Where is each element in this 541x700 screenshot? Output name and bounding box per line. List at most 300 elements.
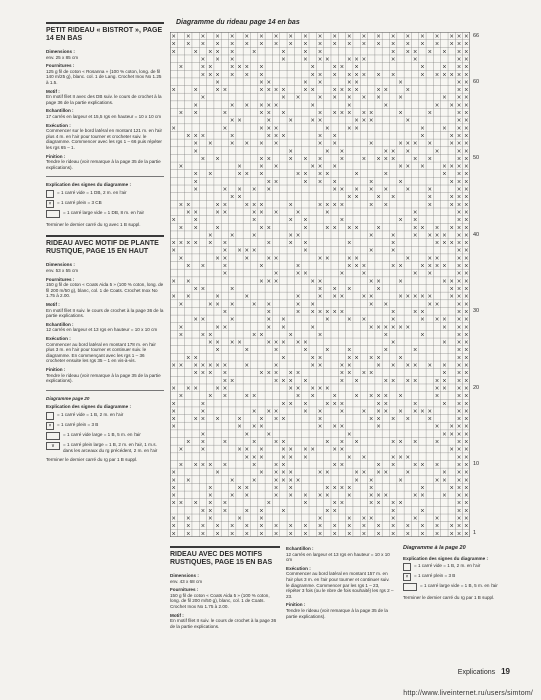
svg-text:×: × [464,530,469,537]
svg-text:×: × [186,385,191,393]
svg-text:×: × [252,408,257,416]
svg-text:×: × [252,201,257,209]
svg-text:×: × [215,301,220,309]
svg-text:×: × [376,155,381,163]
svg-text:×: × [354,224,359,232]
svg-text:×: × [464,186,469,194]
svg-text:×: × [171,240,176,248]
svg-text:×: × [347,194,352,202]
empty-square-icon [46,412,54,420]
svg-text:×: × [464,477,469,485]
svg-text:×: × [420,507,425,515]
svg-text:×: × [303,523,308,531]
svg-text:×: × [391,240,396,248]
legend-heading: Explication des signes du diagramme : [46,182,132,188]
svg-text:×: × [456,461,462,469]
svg-text:×: × [420,530,425,537]
svg-text:×: × [200,71,205,79]
svg-text:×: × [303,454,308,462]
svg-text:×: × [464,507,469,515]
svg-text:×: × [369,201,374,209]
svg-text:×: × [230,492,235,500]
svg-text:×: × [369,178,374,186]
svg-text:×: × [259,33,264,41]
svg-text:×: × [281,400,286,408]
svg-text:×: × [391,530,396,537]
svg-text:×: × [215,416,220,424]
svg-text:×: × [274,163,279,171]
svg-text:×: × [215,71,220,79]
svg-text:×: × [296,209,301,217]
svg-text:×: × [266,339,271,347]
svg-text:×: × [200,263,205,271]
svg-text:×: × [237,484,242,492]
svg-text:×: × [391,33,396,41]
svg-text:×: × [296,308,301,316]
svg-text:×: × [383,408,388,416]
svg-text:×: × [303,500,308,508]
svg-text:×: × [193,370,198,378]
svg-text:×: × [259,423,264,431]
svg-text:×: × [193,286,198,294]
svg-text:×: × [274,87,279,95]
svg-text:×: × [442,377,447,385]
legend-heading: Explication des signes du diagramme : [46,404,132,410]
svg-text:×: × [405,530,410,537]
svg-text:×: × [413,217,418,225]
svg-text:×: × [222,461,227,469]
svg-text:×: × [244,492,249,500]
svg-text:×: × [281,48,286,56]
svg-text:×: × [317,293,323,301]
svg-text:×: × [442,400,447,408]
svg-text:×: × [456,339,462,347]
svg-text:×: × [317,110,323,118]
svg-text:×: × [186,354,191,362]
svg-text:×: × [208,331,213,339]
svg-text:×: × [244,255,249,263]
svg-text:×: × [171,247,176,255]
svg-text:×: × [178,64,184,72]
svg-text:×: × [252,439,257,447]
svg-text:×: × [186,523,191,531]
svg-text:×: × [186,477,191,485]
legend-item: = 1 carré large vide = 1 DB, 8 m. en l'air [46,210,164,218]
svg-text:×: × [230,33,235,41]
svg-text:×: × [449,102,454,110]
svg-text:×: × [186,132,191,140]
svg-text:×: × [361,316,366,324]
svg-text:×: × [391,507,396,515]
svg-text:×: × [317,423,323,431]
svg-text:×: × [200,400,205,408]
svg-text:×: × [464,240,469,248]
svg-text:×: × [252,461,257,469]
svg-text:×: × [171,362,176,370]
svg-text:×: × [244,393,249,401]
svg-text:×: × [442,469,447,477]
svg-text:×: × [178,255,184,263]
svg-text:×: × [332,132,337,140]
svg-text:×: × [361,293,366,301]
svg-text:×: × [339,400,344,408]
svg-text:×: × [354,71,359,79]
svg-text:×: × [369,393,374,401]
svg-text:×: × [442,71,447,79]
section-title-plante: RIDEAU AVEC MOTIF DE PLANTE RUSTIQUE, PAGE 15 EN HAUT [46,235,164,256]
svg-text:×: × [288,385,293,393]
svg-text:×: × [347,454,352,462]
svg-text:×: × [435,377,440,385]
svg-text:×: × [178,393,184,401]
svg-text:×: × [266,316,271,324]
svg-text:×: × [332,523,337,531]
svg-text:×: × [361,41,366,49]
svg-text:×: × [398,110,403,118]
svg-text:×: × [259,507,264,515]
row-number-label: 1 [473,530,477,537]
svg-text:×: × [281,469,286,477]
svg-text:×: × [391,263,396,271]
svg-text:×: × [303,446,308,454]
svg-text:×: × [464,446,469,454]
svg-text:×: × [325,308,330,316]
svg-text:×: × [230,132,235,140]
svg-text:×: × [303,171,308,179]
svg-text:×: × [391,148,396,156]
svg-text:×: × [376,354,381,362]
svg-text:×: × [178,240,184,248]
svg-text:×: × [383,148,388,156]
svg-text:×: × [354,171,359,179]
svg-text:×: × [281,324,286,332]
svg-text:×: × [193,186,198,194]
svg-text:×: × [456,217,462,225]
svg-text:×: × [186,263,191,271]
svg-text:×: × [391,56,396,64]
svg-text:×: × [288,217,293,225]
svg-text:×: × [464,140,469,148]
svg-text:×: × [222,439,227,447]
svg-text:×: × [347,255,352,263]
svg-text:×: × [369,500,374,508]
svg-text:×: × [464,48,469,56]
svg-text:×: × [252,393,257,401]
svg-text:×: × [456,232,462,240]
svg-text:×: × [398,393,403,401]
svg-text:×: × [464,87,469,95]
row-number-label: 66 [473,33,480,39]
svg-text:×: × [252,247,257,255]
svg-text:×: × [288,33,293,41]
svg-text:×: × [464,492,469,500]
note-text: Terminer le dernier carré du rg avec 1 B suppl. [46,221,141,227]
svg-text:×: × [325,400,330,408]
svg-text:×: × [420,293,425,301]
svg-text:×: × [281,339,286,347]
svg-text:×: × [456,385,462,393]
svg-text:×: × [464,301,469,309]
svg-text:×: × [435,515,440,523]
svg-text:×: × [464,255,469,263]
svg-text:×: × [339,293,344,301]
svg-text:×: × [456,87,462,95]
svg-text:×: × [420,484,425,492]
svg-text:×: × [215,255,220,263]
svg-text:×: × [208,232,213,240]
svg-text:×: × [464,523,469,531]
svg-text:×: × [244,33,249,41]
bottom-middle-section [170,546,280,629]
svg-text:×: × [383,469,388,477]
svg-text:×: × [464,117,469,125]
svg-text:×: × [303,408,308,416]
svg-text:×: × [376,492,381,500]
svg-text:×: × [186,41,191,49]
svg-text:×: × [369,477,374,485]
svg-text:×: × [413,377,418,385]
svg-text:×: × [442,240,447,248]
svg-text:×: × [171,484,176,492]
svg-text:×: × [288,454,293,462]
svg-text:×: × [383,186,388,194]
filled-square-icon: × [46,200,54,208]
svg-text:×: × [215,155,220,163]
svg-text:×: × [244,102,249,110]
svg-text:×: × [332,446,337,454]
svg-text:×: × [303,217,308,225]
svg-text:×: × [303,377,308,385]
svg-text:×: × [442,125,447,133]
svg-text:×: × [383,400,388,408]
finishing-text: Tendre le rideau (voir remarque à la page 35 de la partie explications). [46,372,161,384]
svg-text:×: × [186,240,191,248]
svg-text:×: × [178,163,184,171]
svg-text:×: × [317,469,323,477]
pattern-heading: Motif : [46,302,60,308]
svg-text:×: × [383,331,388,339]
svg-text:×: × [281,507,286,515]
svg-text:×: × [456,71,462,79]
svg-text:×: × [464,224,469,232]
svg-text:×: × [215,347,220,355]
svg-text:×: × [244,41,249,49]
legend-item: × = 1 carré plein = 3 B [46,422,164,430]
svg-text:×: × [317,79,323,87]
svg-text:×: × [193,140,198,148]
materials-heading: Fournitures : [46,63,75,69]
svg-text:×: × [464,461,469,469]
svg-text:×: × [405,140,410,148]
svg-text:×: × [208,48,213,56]
svg-text:×: × [274,278,279,286]
svg-text:×: × [317,362,323,370]
pattern-heading: Motif : [170,612,184,618]
svg-text:×: × [456,507,462,515]
svg-text:×: × [413,362,418,370]
svg-text:×: × [310,278,315,286]
svg-text:×: × [347,431,352,439]
svg-text:×: × [427,186,432,194]
svg-text:×: × [376,41,381,49]
svg-text:×: × [178,461,184,469]
pattern-text: En motif filet II suiv. le cours de crochet à la page 36 de la partie explications. [170,618,277,629]
svg-text:×: × [456,194,462,202]
svg-text:×: × [259,201,264,209]
svg-text:×: × [339,217,344,225]
svg-text:×: × [435,240,440,248]
svg-text:×: × [420,125,425,133]
svg-text:×: × [391,416,396,424]
empty-square-icon [46,190,54,198]
svg-text:×: × [347,102,352,110]
svg-text:×: × [230,64,235,72]
svg-text:×: × [361,454,366,462]
svg-text:×: × [456,247,462,255]
svg-text:×: × [456,515,462,523]
svg-text:×: × [303,240,308,248]
svg-text:×: × [317,201,323,209]
svg-text:×: × [456,278,462,286]
svg-text:×: × [391,377,396,385]
svg-text:×: × [310,163,315,171]
svg-text:×: × [435,393,440,401]
svg-text:×: × [171,469,176,477]
svg-text:×: × [215,56,220,64]
svg-text:×: × [354,79,359,87]
svg-text:×: × [310,117,315,125]
svg-text:×: × [354,117,359,125]
svg-text:×: × [266,125,271,133]
svg-text:×: × [464,33,469,41]
svg-text:×: × [456,370,462,378]
svg-text:×: × [435,530,440,537]
svg-text:×: × [208,362,213,370]
svg-text:×: × [420,132,425,140]
svg-text:×: × [288,240,293,248]
svg-text:×: × [413,270,418,278]
svg-text:×: × [317,171,323,179]
svg-text:×: × [310,393,315,401]
svg-text:×: × [237,339,242,347]
svg-text:×: × [369,293,374,301]
svg-text:×: × [442,431,447,439]
svg-text:×: × [171,33,176,41]
svg-text:×: × [435,477,440,485]
svg-text:×: × [339,439,344,447]
svg-text:×: × [281,477,286,485]
svg-text:×: × [339,201,344,209]
svg-text:×: × [354,263,359,271]
svg-text:×: × [244,362,249,370]
svg-text:×: × [208,140,213,148]
svg-text:×: × [296,385,301,393]
svg-text:×: × [222,377,227,385]
svg-text:×: × [456,201,462,209]
svg-text:×: × [376,393,381,401]
svg-text:×: × [274,530,279,537]
svg-text:×: × [464,71,469,79]
svg-text:×: × [266,431,271,439]
svg-text:×: × [369,492,374,500]
svg-text:×: × [398,293,403,301]
svg-text:×: × [347,347,352,355]
svg-text:×: × [193,362,198,370]
svg-text:×: × [449,163,454,171]
svg-text:×: × [332,308,337,316]
svg-text:×: × [244,484,249,492]
svg-text:×: × [274,484,279,492]
svg-text:×: × [361,469,366,477]
svg-text:×: × [230,477,235,485]
svg-text:×: × [398,140,403,148]
svg-text:×: × [361,155,366,163]
svg-text:×: × [317,94,323,102]
svg-text:×: × [230,377,235,385]
divider [46,390,164,391]
svg-text:×: × [427,232,432,240]
svg-text:×: × [208,301,213,309]
pattern-text: En motif filet II suiv. le cours de crochet à la page 36 de la partie explications. [46,307,164,319]
svg-text:×: × [296,393,301,401]
svg-text:×: × [274,178,279,186]
wide-square-icon [46,432,60,440]
svg-text:×: × [347,79,352,87]
svg-text:×: × [317,56,323,64]
diagram-grid [170,32,470,537]
pattern-heading: Motif : [46,88,60,94]
svg-text:×: × [456,270,462,278]
svg-text:×: × [464,41,469,49]
svg-text:×: × [376,278,381,286]
svg-text:×: × [405,87,410,95]
svg-text:×: × [347,354,352,362]
svg-text:×: × [215,385,220,393]
svg-text:×: × [215,530,220,537]
svg-text:×: × [259,102,264,110]
svg-text:×: × [215,523,220,531]
svg-text:×: × [274,339,279,347]
svg-text:×: × [464,155,469,163]
svg-text:×: × [193,217,198,225]
svg-text:×: × [317,117,323,125]
svg-text:×: × [420,308,425,316]
svg-text:×: × [325,492,330,500]
svg-text:×: × [325,484,330,492]
svg-text:×: × [398,477,403,485]
svg-text:×: × [317,132,323,140]
svg-text:×: × [405,148,410,156]
svg-text:×: × [456,377,462,385]
svg-text:×: × [193,48,198,56]
svg-text:×: × [464,339,469,347]
svg-text:×: × [266,308,271,316]
svg-text:×: × [391,339,396,347]
svg-text:×: × [391,316,396,324]
svg-text:×: × [369,484,374,492]
svg-text:×: × [391,155,396,163]
svg-text:×: × [310,354,315,362]
svg-text:×: × [332,201,337,209]
svg-text:×: × [347,263,352,271]
svg-text:×: × [303,224,308,232]
svg-text:×: × [332,186,337,194]
svg-text:×: × [317,71,323,79]
svg-text:×: × [464,347,469,355]
svg-text:×: × [464,439,469,447]
svg-text:×: × [296,293,301,301]
svg-text:×: × [237,416,242,424]
